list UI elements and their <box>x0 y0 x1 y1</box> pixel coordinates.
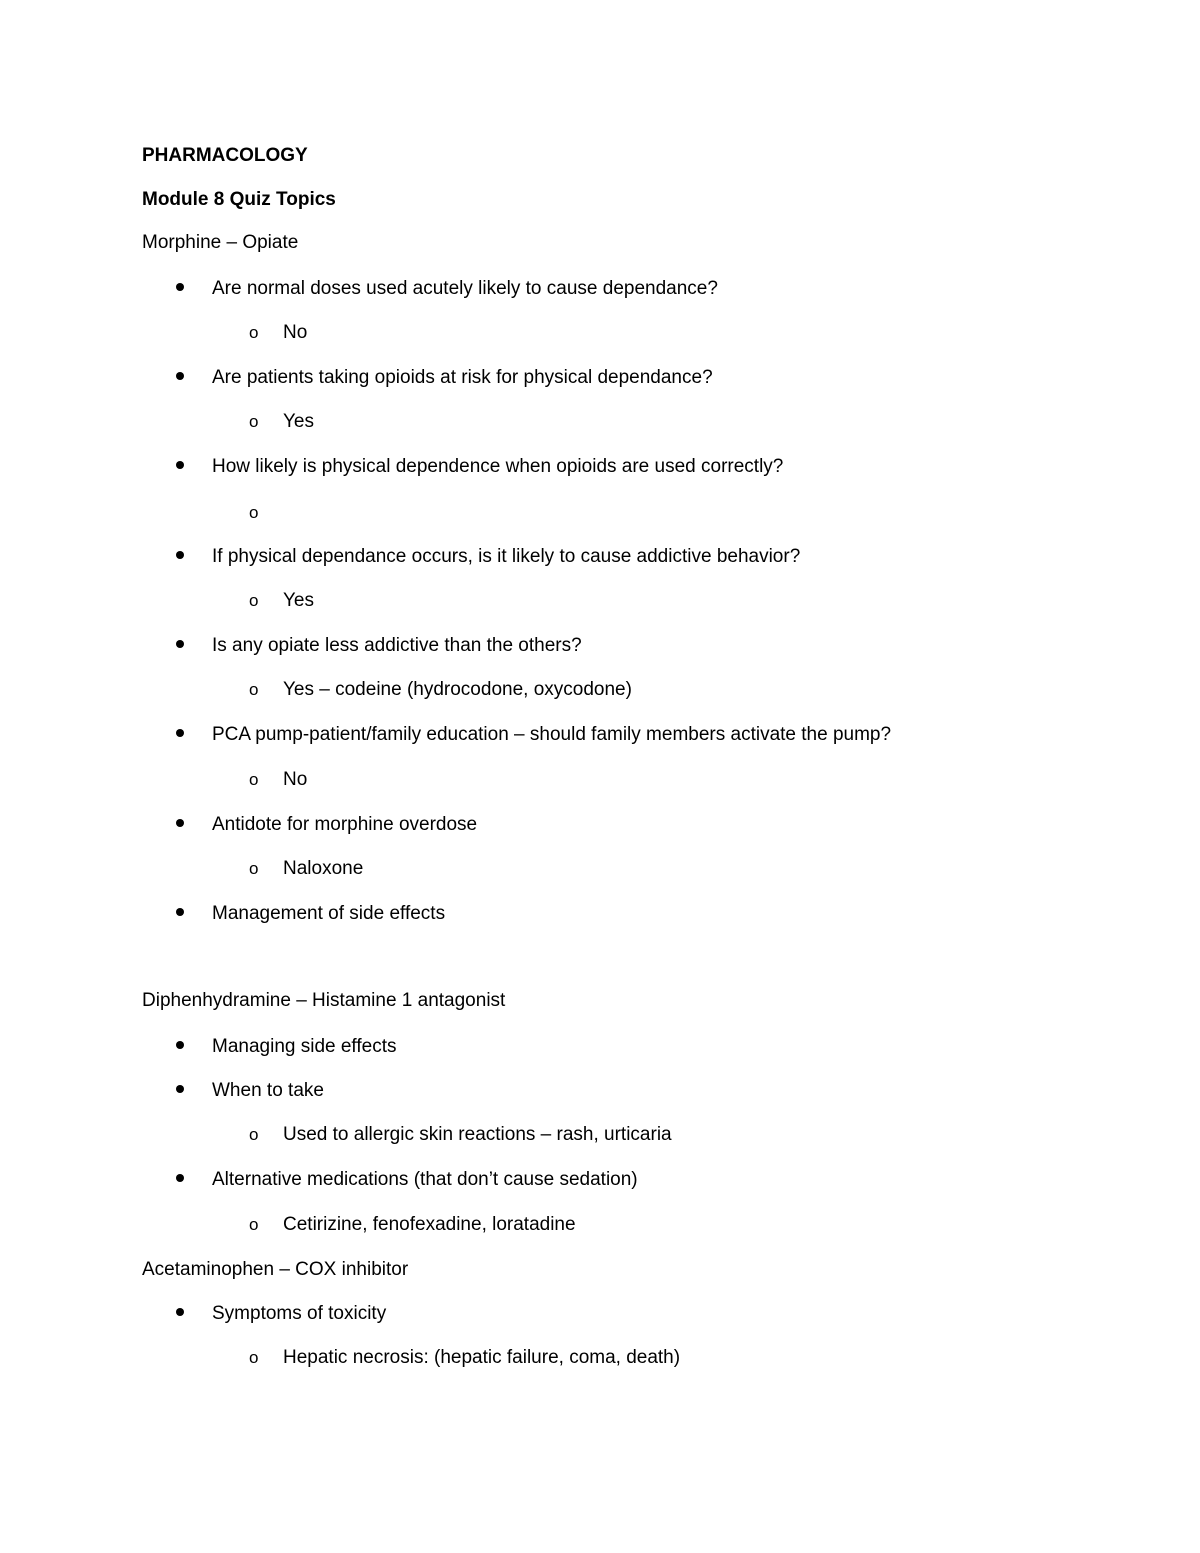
sub-bullet-icon: o <box>249 1348 259 1367</box>
list-item: If physical dependance occurs, is it likely to cause addictive behavior? <box>212 546 801 567</box>
list-item-answer: No <box>283 322 308 343</box>
list-item: When to take <box>212 1080 324 1101</box>
bullet-icon <box>176 819 184 827</box>
bullet-icon <box>176 551 184 559</box>
bullet-icon <box>176 1174 184 1182</box>
bullet-icon <box>176 729 184 737</box>
section-heading-acetaminophen: Acetaminophen – COX inhibitor <box>142 1259 409 1280</box>
list-item: Management of side effects <box>212 903 446 924</box>
list-item-answer: Yes – codeine (hydrocodone, oxycodone) <box>283 679 632 700</box>
sub-bullet-icon: o <box>249 1215 259 1234</box>
list-item-answer: Naloxone <box>283 858 364 879</box>
bullet-icon <box>176 1308 184 1316</box>
list-item: PCA pump-patient/family education – should family members activate the pump? <box>212 724 892 745</box>
bullet-icon <box>176 461 184 469</box>
list-item: Symptoms of toxicity <box>212 1303 387 1324</box>
section-heading-diphenhydramine: Diphenhydramine – Histamine 1 antagonist <box>142 990 506 1011</box>
list-item-answer: Cetirizine, fenofexadine, loratadine <box>283 1214 576 1235</box>
bullet-icon <box>176 908 184 916</box>
list-item-answer: Yes <box>283 411 314 432</box>
list-item-answer: Hepatic necrosis: (hepatic failure, coma, death) <box>283 1347 681 1368</box>
sub-bullet-icon: o <box>249 323 259 342</box>
list-item: Antidote for morphine overdose <box>212 814 478 835</box>
sub-bullet-icon: o <box>249 770 259 789</box>
sub-bullet-icon: o <box>249 412 259 431</box>
list-item: Is any opiate less addictive than the others? <box>212 635 582 656</box>
document-title: PHARMACOLOGY <box>142 145 308 166</box>
bullet-icon <box>176 372 184 380</box>
bullet-icon <box>176 283 184 291</box>
bullet-icon <box>176 1085 184 1093</box>
bullet-icon <box>176 640 184 648</box>
sub-bullet-icon: o <box>249 680 259 699</box>
list-item-answer: Used to allergic skin reactions – rash, urticaria <box>283 1124 672 1145</box>
list-item: Alternative medications (that don’t cause sedation) <box>212 1169 638 1190</box>
sub-bullet-icon: o <box>249 503 259 522</box>
list-item-answer: No <box>283 769 308 790</box>
sub-bullet-icon: o <box>249 859 259 878</box>
bullet-icon <box>176 1041 184 1049</box>
sub-bullet-icon: o <box>249 591 259 610</box>
list-item: Are normal doses used acutely likely to cause dependance? <box>212 278 718 299</box>
document-subtitle: Module 8 Quiz Topics <box>142 189 336 210</box>
list-item: Are patients taking opioids at risk for physical dependance? <box>212 367 713 388</box>
list-item: How likely is physical dependence when opioids are used correctly? <box>212 456 784 477</box>
sub-bullet-icon: o <box>249 1125 259 1144</box>
list-item: Managing side effects <box>212 1036 397 1057</box>
list-item-answer: Yes <box>283 590 314 611</box>
section-heading-morphine: Morphine – Opiate <box>142 232 299 253</box>
